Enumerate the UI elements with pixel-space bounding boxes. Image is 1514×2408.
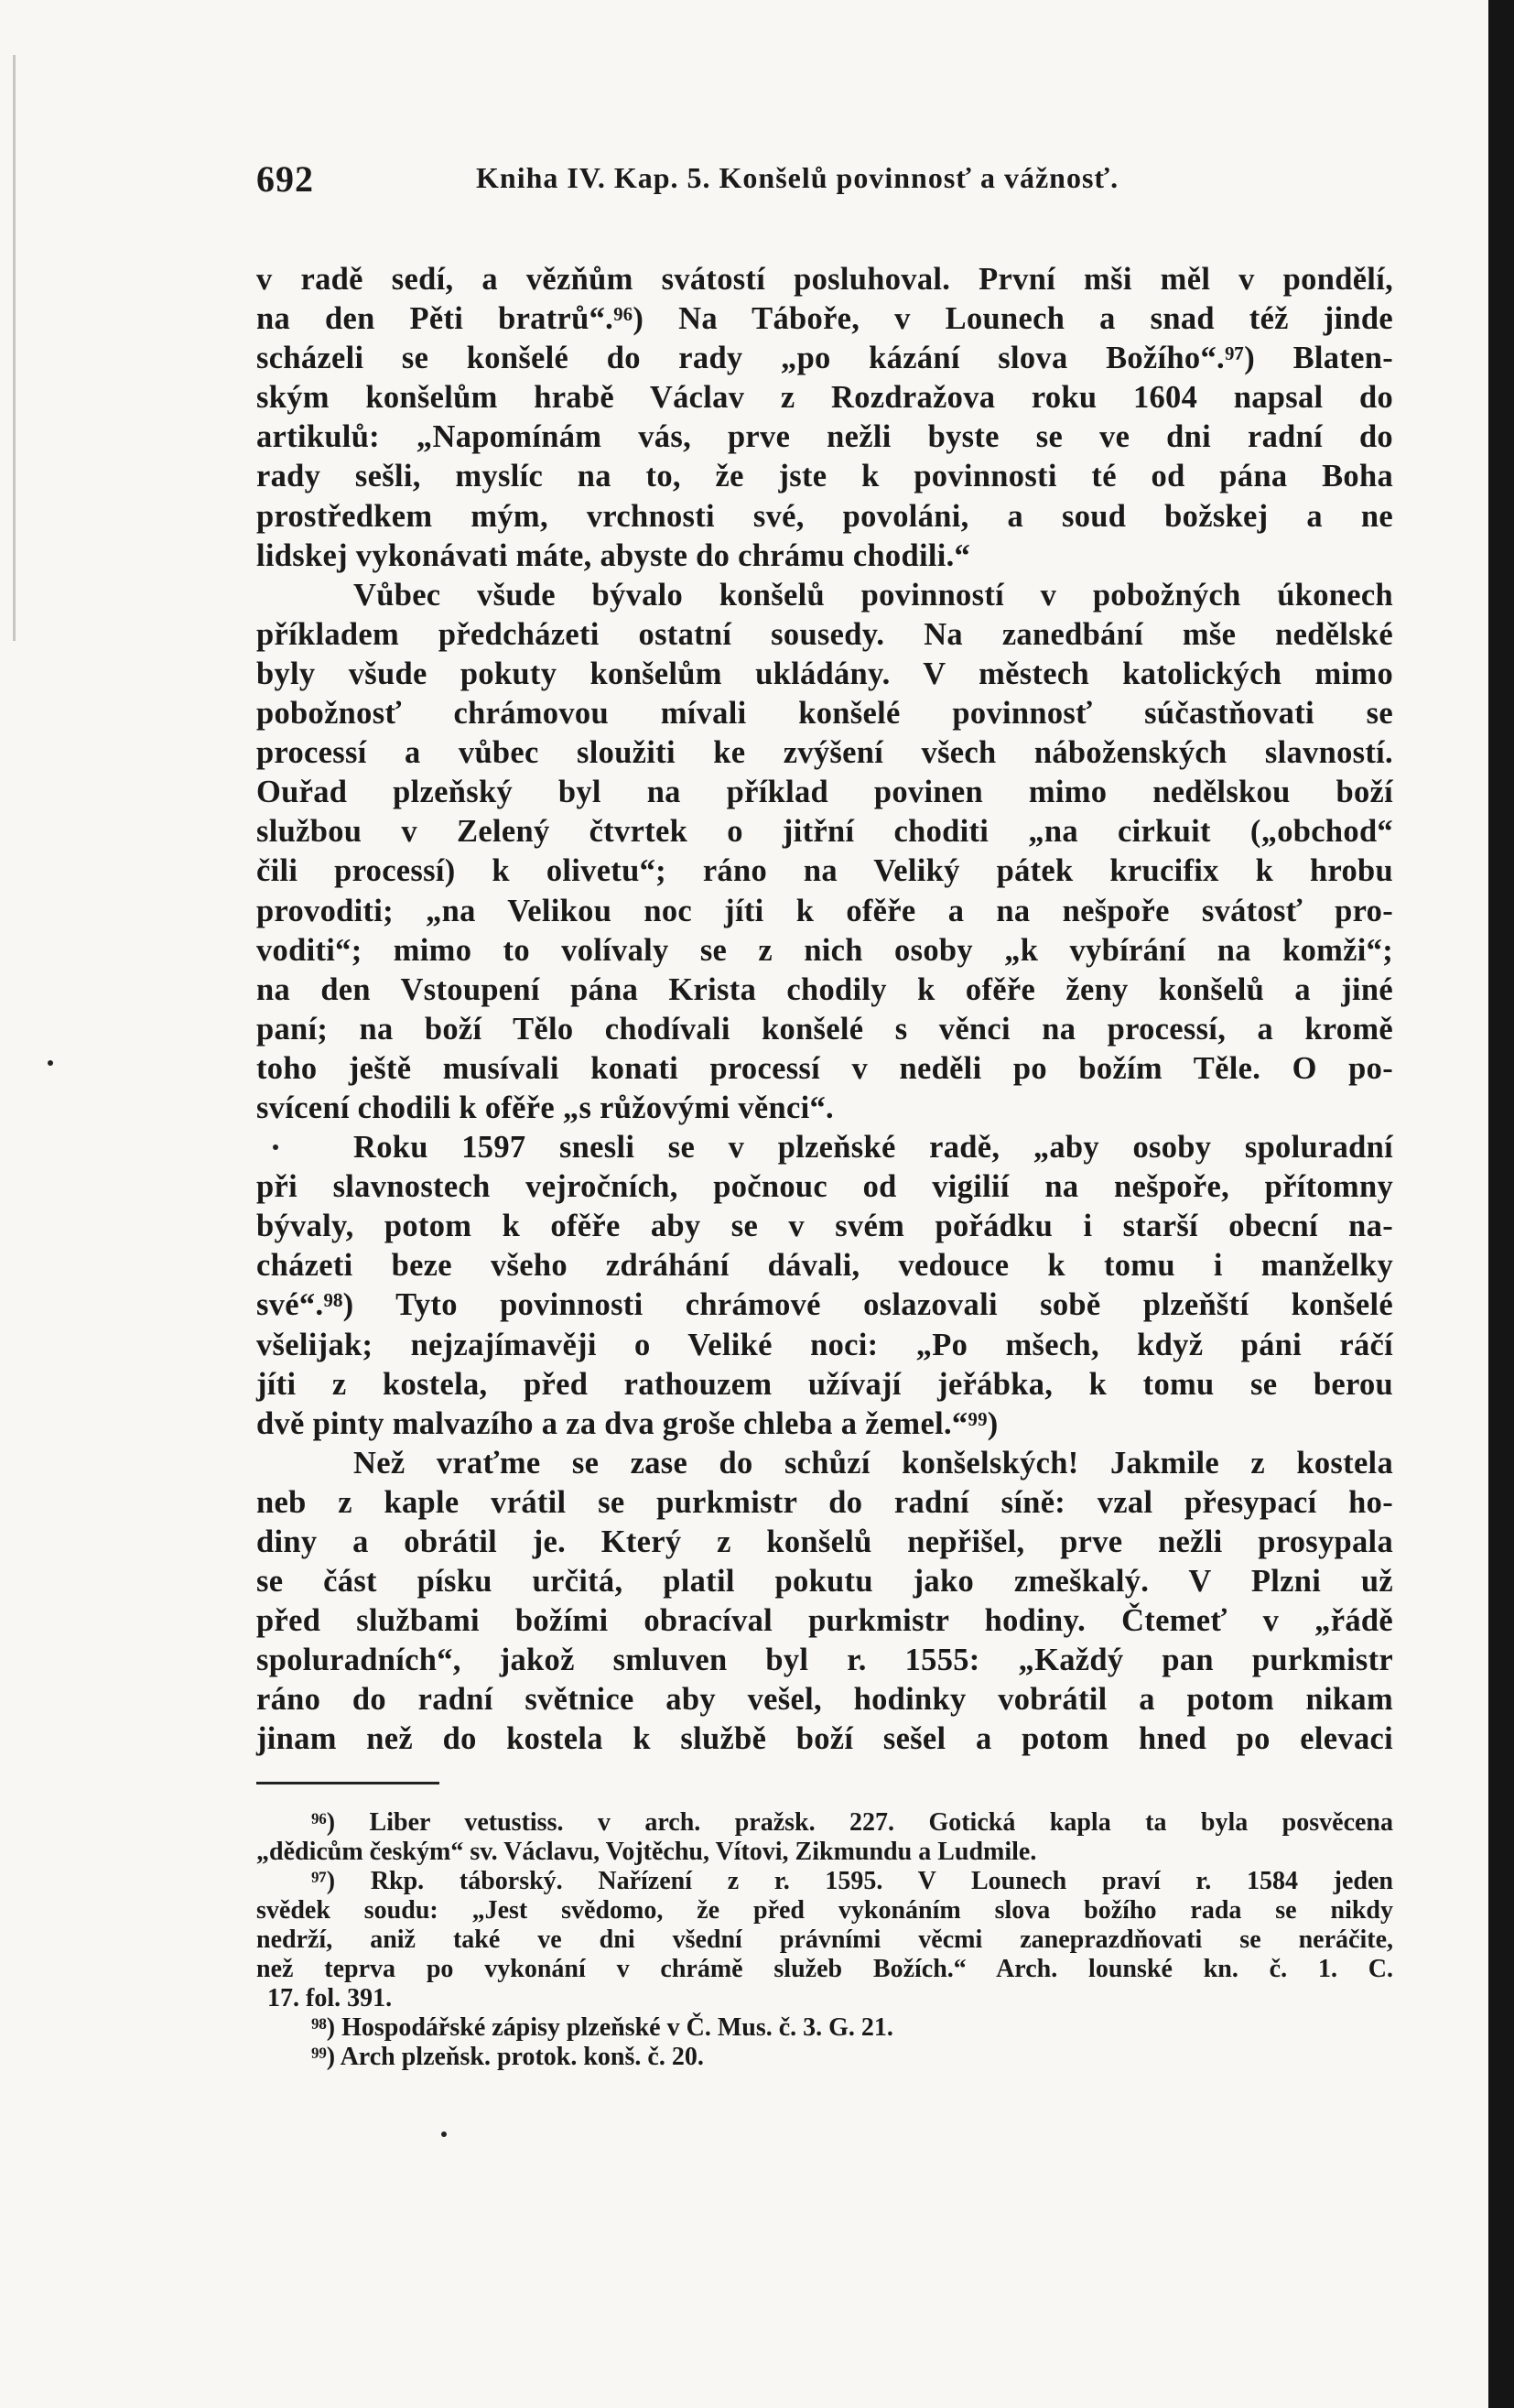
text-line: byly všude pokuty konšelům ukládány. V městech katolických mimo <box>256 656 1393 691</box>
text-line: na den Pěti bratrů“.⁹⁶) Na Táboře, v Lounech a snad též jinde <box>256 301 1393 337</box>
text-line: jinam než do kostela k službě boží sešel a potom hned po elevaci <box>256 1721 1393 1757</box>
footnotes <box>256 1808 1393 2072</box>
body-text <box>256 260 1393 1760</box>
text-line: pobožnosť chrámovou mívali konšelé povinnosť súčastňovati se <box>256 696 1393 732</box>
text-line: na den Vstoupení pána Krista chodily k ofěře ženy konšelů a jiné <box>256 971 1393 1007</box>
footnote-line: nedrží, aniž také ve dni všední právními věcmi zaneprazdňovati se neráčite, <box>256 1925 1393 1954</box>
text-line: diny a obrátil je. Který z konšelů nepřišel, prve nežli prosypala <box>256 1524 1393 1559</box>
text-line: Roku 1597 snesli se v plzeňské radě, „aby osoby spoluradní <box>353 1130 1393 1166</box>
text-line: ráno do radní světnice aby vešel, hodinky vobrátil a potom nikam <box>256 1682 1393 1718</box>
print-speck <box>273 1144 278 1150</box>
running-title: Kniha IV. Kap. 5. Konšelů povinnosť a vážnosť. <box>476 161 1119 194</box>
footnote-line: svědek soudu: „Jest svědomo, že před vykonáním slova božího rada se nikdy <box>256 1896 1393 1925</box>
text-line: dvě pinty malvazího a za dva groše chleba a žemel.“⁹⁹) <box>256 1405 999 1441</box>
text-line: spoluradních“, jakož smluven byl r. 1555: „Každý pan purkmistr <box>256 1643 1393 1678</box>
footnote-line: ⁹⁹) Arch plzeňsk. protok. konš. č. 20. <box>311 2043 704 2071</box>
text-line: scházeli se konšelé do rady „po kázání slova Božího“.⁹⁷) Blaten- <box>256 341 1393 376</box>
text-line: příkladem předcházeti ostatní sousedy. Na zanedbání mše nedělské <box>256 616 1393 652</box>
footnote-rule <box>256 1782 439 1784</box>
text-line: všelijak; nejzajímavěji o Veliké noci: „Po mšech, když páni ráčí <box>256 1327 1393 1362</box>
text-line: rady sešli, myslíc na to, že jste k povinnosti té od pána Boha <box>256 459 1393 494</box>
text-line: svícení chodili k ofěře „s růžovými věnci“. <box>256 1090 834 1125</box>
text-line: voditi“; mimo to volívaly se z nich osoby „k vybírání na komži“; <box>256 932 1393 968</box>
text-line: Vůbec všude bývalo konšelů povinností v pobožných úkonech <box>353 577 1393 613</box>
text-line: bývaly, potom k ofěře aby se v svém pořádku i starší obecní na- <box>256 1209 1393 1244</box>
print-speck <box>441 2131 447 2137</box>
text-line: prostředkem mým, vrchnosti své, povoláni, a soud božskej a ne <box>256 498 1393 534</box>
text-line: před službami božími obracíval purkmistr hodiny. Čtemeť v „řádě <box>256 1603 1393 1639</box>
text-line: jíti z kostela, před rathouzem užívají jeřábka, k tomu se berou <box>256 1366 1393 1402</box>
text-line: toho ještě musívali konati processí v neděli po božím Těle. O po- <box>256 1050 1393 1086</box>
text-line: službou v Zelený čtvrtek o jitřní choditi „na cirkuit („obchod“ <box>256 814 1393 850</box>
footnote-line: „dědicům českým“ sv. Václavu, Vojtěchu, Vítovi, Zikmundu a Ludmile. <box>256 1838 1037 1866</box>
footnote-line: než teprva po vykonání v chrámě služeb Božích.“ Arch. lounské kn. č. 1. C. <box>256 1955 1393 1983</box>
scan-edge <box>1488 0 1514 2408</box>
text-line: Ouřad plzeňský byl na příklad povinen mimo nedělskou boží <box>256 775 1393 810</box>
page-header <box>256 157 1400 212</box>
text-line: neb z kaple vrátil se purkmistr do radní síně: vzal přesypací ho- <box>256 1484 1393 1520</box>
print-speck <box>48 1060 53 1066</box>
text-line: své“.⁹⁸) Tyto povinnosti chrámové oslazovali sobě plzeňští konšelé <box>256 1287 1393 1323</box>
text-line: processí a vůbec sloužiti ke zvýšení všech náboženských slavností. <box>256 735 1393 771</box>
text-line: provoditi; „na Velikou noc jíti k ofěře a na nešpoře svátosť pro- <box>256 893 1393 928</box>
text-line: artikulů: „Napomínám vás, prve nežli byste se ve dni radní do <box>256 419 1393 455</box>
text-line: se část písku určitá, platil pokutu jako zmeškalý. V Plzni už <box>256 1564 1393 1600</box>
text-line: čili processí) k olivetu“; ráno na Veliký pátek krucifix k hrobu <box>256 853 1393 889</box>
text-line: cházeti beze všeho zdráhání dávali, vedouce k tomu i manželky <box>256 1248 1393 1284</box>
text-line: paní; na boží Tělo chodívali konšelé s věnci na processí, a kromě <box>256 1011 1393 1047</box>
footnote-line: ⁹⁶) Liber vetustiss. v arch. pražsk. 227. Gotická kapla ta byla posvěcena <box>311 1808 1393 1837</box>
text-line: Než vraťme se zase do schůzí konšelských! Jakmile z kostela <box>353 1445 1393 1481</box>
text-line: ským konšelům hrabě Václav z Rozdražova roku 1604 napsal do <box>256 380 1393 416</box>
text-line: při slavnostech vejročních, počnouc od vigilií na nešpoře, přítomny <box>256 1169 1393 1205</box>
footnote-line: ⁹⁷) Rkp. táborský. Nařízení z r. 1595. V Lounech praví r. 1584 jeden <box>311 1867 1393 1895</box>
binding-shadow <box>13 55 16 641</box>
text-line: v radě sedí, a vězňům svátostí posluhoval. První mši měl v pondělí, <box>256 262 1393 297</box>
footnote-line: ⁹⁸) Hospodářské zápisy plzeňské v Č. Mus. č. 3. G. 21. <box>311 2013 893 2042</box>
text-line: lidskej vykonávati máte, abyste do chrámu chodili.“ <box>256 537 971 573</box>
page-number: 692 <box>256 158 314 200</box>
footnote-line: 17. fol. 391. <box>267 1984 393 2012</box>
